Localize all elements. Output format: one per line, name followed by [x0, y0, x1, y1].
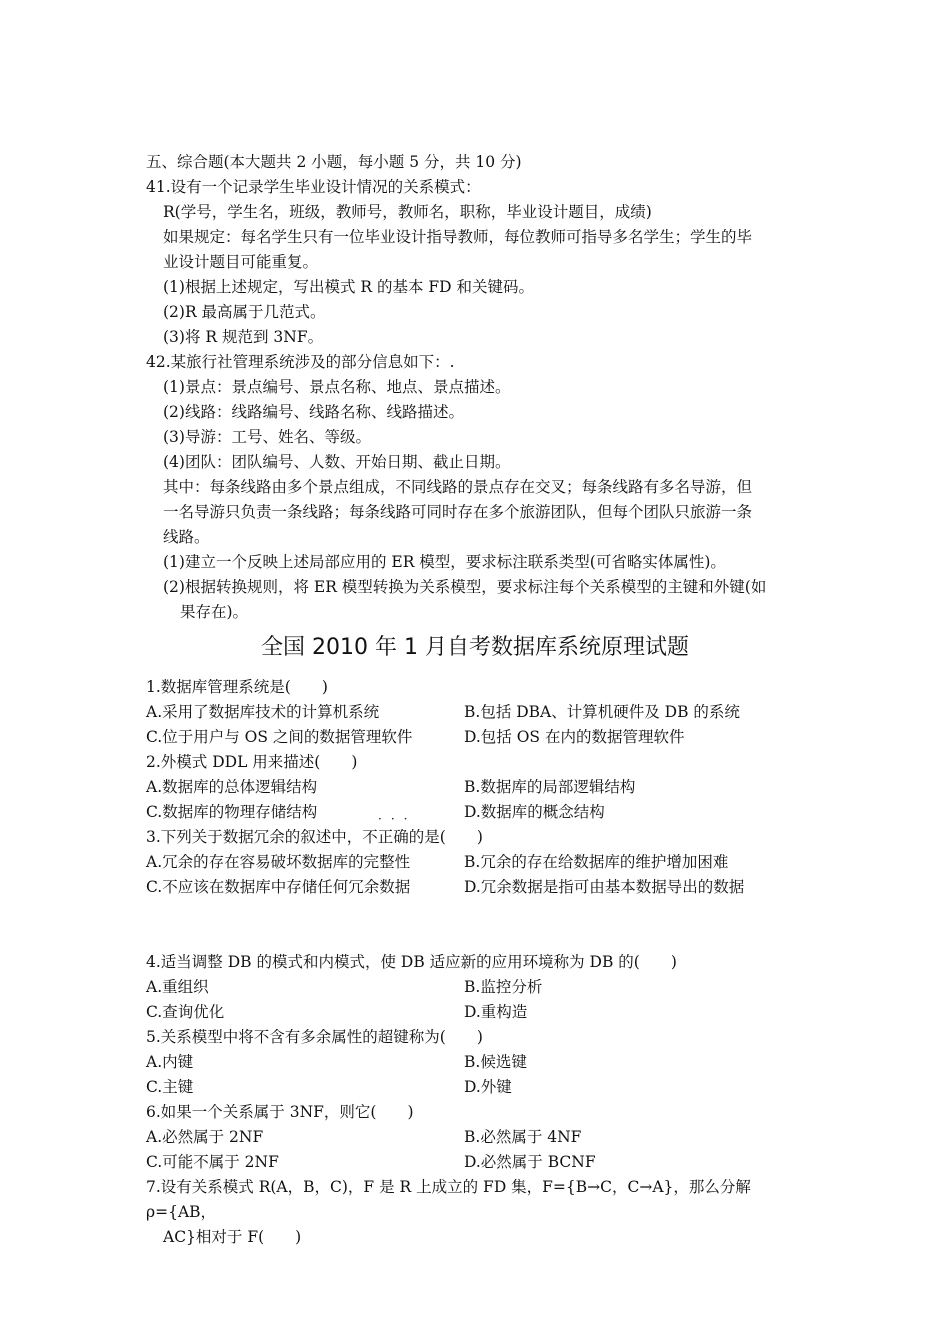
question-1-option-b: B.包括 DBA、计算机硬件及 DB 的系统	[464, 703, 740, 721]
question-2-option-a: A.数据库的总体逻辑结构	[146, 778, 318, 796]
question-6-option-c: C.可能不属于 2NF	[146, 1153, 279, 1171]
question-41-rule: 如果规定：每名学生只有一位毕业设计指导教师，每位教师可指导多名学生；学生的毕	[163, 228, 753, 246]
question-42-sub2: (2)根据转换规则，将 ER 模型转换为关系模型，要求标注每个关系模型的主键和外键(如	[163, 578, 767, 596]
question-42-note-cont: 一名导游只负责一条线路；每条线路可同时存在多个旅游团队，但每个团队只旅游一条	[163, 503, 753, 521]
question-2-option-d: D.数据库的概念结构	[464, 803, 605, 821]
question-6-stem: 6.如果一个关系属于 3NF，则它( )	[146, 1103, 414, 1121]
question-5-stem: 5.关系模型中将不含有多余属性的超键称为( )	[146, 1028, 483, 1046]
question-3-option-b: B.冗余的存在给数据库的维护增加困难	[464, 853, 729, 871]
question-41-stem: 41.设有一个记录学生毕业设计情况的关系模式：	[146, 178, 481, 196]
question-7-stem: 7.设有关系模式 R(A，B，C)，F 是 R 上成立的 FD 集，F={B→C，C→A}，那么分解	[146, 1178, 751, 1196]
question-4-option-a: A.重组织	[146, 978, 209, 996]
question-42-item3: (3)导游：工号、姓名、等级。	[163, 428, 371, 446]
question-42-note: 其中：每条线路由多个景点组成，不同线路的景点存在交叉；每条线路有多名导游，但	[163, 478, 753, 496]
question-4-option-d: D.重构造	[464, 1003, 528, 1021]
question-5-option-b: B.候选键	[464, 1053, 527, 1071]
question-7-stem-end: AC}相对于 F( )	[163, 1228, 302, 1246]
question-42-stem: 42.某旅行社管理系统涉及的部分信息如下：.	[146, 353, 455, 371]
question-1-option-d: D.包括 OS 在内的数据管理软件	[464, 728, 685, 746]
question-3-option-a: A.冗余的存在容易破坏数据库的完整性	[146, 853, 411, 871]
exam-title: 全国 2010 年 1 月自考数据库系统原理试题	[261, 635, 689, 660]
question-41-schema: R(学号，学生名，班级，教师号，教师名，职称，毕业设计题目，成绩)	[163, 203, 652, 221]
question-2-option-c: C.数据库的物理存储结构	[146, 803, 318, 821]
question-1-option-a: A.采用了数据库技术的计算机系统	[146, 703, 380, 721]
question-5-option-d: D.外键	[464, 1078, 512, 1096]
question-42-item2: (2)线路：线路编号、线路名称、线路描述。	[163, 403, 464, 421]
question-41-sub1: (1)根据上述规定，写出模式 R 的基本 FD 和关键码。	[163, 278, 535, 296]
emphasis-dots: ···	[378, 812, 417, 826]
question-3-option-d: D.冗余数据是指可由基本数据导出的数据	[464, 878, 745, 896]
question-42-sub2-cont: 果存在)。	[180, 603, 249, 621]
question-42-sub1: (1)建立一个反映上述局部应用的 ER 模型，要求标注联系类型(可省略实体属性)。	[163, 553, 726, 571]
question-6-option-a: A.必然属于 2NF	[146, 1128, 264, 1146]
question-42-item1: (1)景点：景点编号、景点名称、地点、景点描述。	[163, 378, 511, 396]
question-2-stem: 2.外模式 DDL 用来描述( )	[146, 753, 358, 771]
question-42-note-end: 线路。	[163, 528, 210, 546]
question-4-option-b: B.监控分析	[464, 978, 543, 996]
question-3-option-c: C.不应该在数据库中存储任何冗余数据	[146, 878, 411, 896]
question-5-option-a: A.内键	[146, 1053, 194, 1071]
question-6-option-d: D.必然属于 BCNF	[464, 1153, 596, 1171]
question-4-stem: 4.适当调整 DB 的模式和内模式，使 DB 适应新的应用环境称为 DB 的( )	[146, 953, 677, 971]
question-6-option-b: B.必然属于 4NF	[464, 1128, 582, 1146]
question-3-stem: 3.下列关于数据冗余的叙述中，不正确的是( )	[146, 828, 483, 846]
question-7-stem-cont: ρ={AB，	[146, 1203, 217, 1221]
question-41-rule-cont: 业设计题目可能重复。	[163, 253, 319, 271]
question-42-item4: (4)团队：团队编号、人数、开始日期、截止日期。	[163, 453, 511, 471]
question-1-option-c: C.位于用户与 OS 之间的数据管理软件	[146, 728, 413, 746]
question-41-sub2: (2)R 最高属于几范式。	[163, 303, 326, 321]
question-1-stem: 1.数据库管理系统是( )	[146, 678, 328, 696]
section-heading: 五、综合题(本大题共 2 小题，每小题 5 分，共 10 分)	[146, 153, 522, 171]
question-41-sub3: (3)将 R 规范到 3NF。	[163, 328, 324, 346]
question-2-option-b: B.数据库的局部逻辑结构	[464, 778, 636, 796]
question-4-option-c: C.查询优化	[146, 1003, 225, 1021]
question-5-option-c: C.主键	[146, 1078, 194, 1096]
